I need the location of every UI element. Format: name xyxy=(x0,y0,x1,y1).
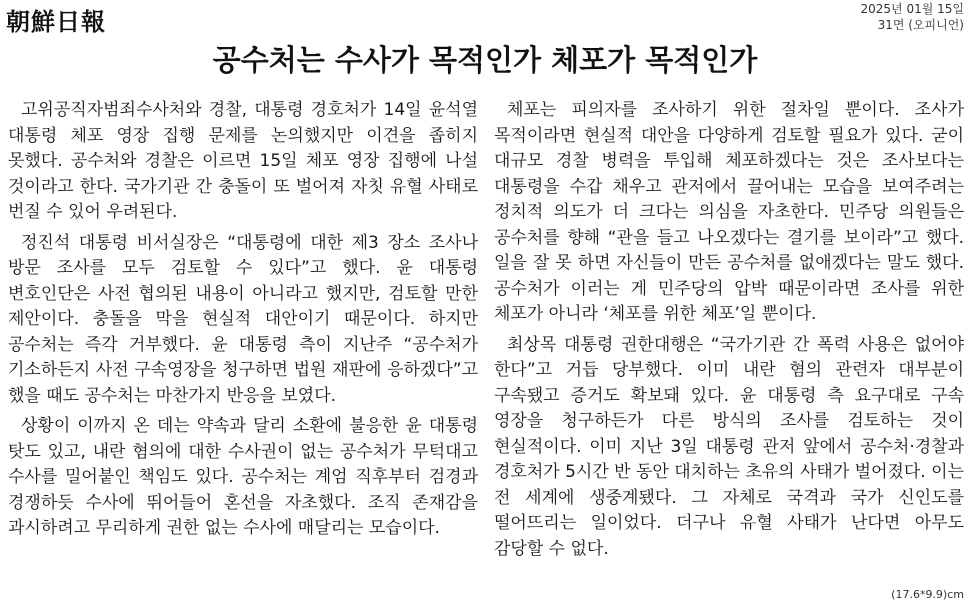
publication-date: 2025년 01월 15일 xyxy=(860,2,964,16)
paragraph: 상황이 이까지 온 데는 약속과 달리 소환에 불응한 윤 대통령 탓도 있고, 내란 혐의에 대한 수사권이 없는 공수처가 무턱대고 수사를 밀어붙인 책임도 있다. 공수처는 계엄 직후부터 검경과 경쟁하듯 수사에 뛰어들어 혼선을 자초했다. 조직 존재감을 과시하려고 무리하게 권한 없는 수사에 매달리는 모습이다. xyxy=(8,416,478,538)
article-headline: 공수처는 수사가 목적인가 체포가 목적인가 xyxy=(212,43,758,77)
paragraph: 고위공직자범죄수사처와 경찰, 대통령 경호처가 14일 윤석열 대통령 체포 영장 집행 문제를 논의했지만 이견을 좁히지 못했다. 공수처와 경찰은 이르면 15일 체포 영장 집행에 나설 것이라고 한다. 국가기관 간 충돌이 또 벌어져 자칫 유혈 사태로 번질 수 있어 우려된다. xyxy=(8,100,478,222)
page-section: 31면 (오피니언) xyxy=(877,18,964,32)
paragraph: 정진석 대통령 비서실장은 “대통령에 대한 제3 장소 조사나 방문 조사를 모두 검토할 수 있다”고 했다. 윤 대통령 변호인단은 사전 협의된 내용이 아니라고 했지만, 검토할 만한 제안이다. 충돌을 막을 현실적 대안이기 때문이다. 하지만 공수처는 즉각 거부했다. 윤 대통령 측이 지난주 “공수처가 기소하든지 사전 구속영장을 청구하면 법원 재판에 응하겠다”고 했을 때도 공수처는 마찬가지 반응을 보였다. xyxy=(8,232,478,406)
article-column-left xyxy=(8,98,478,547)
paragraph: 체포는 피의자를 조사하기 위한 절차일 뿐이다. 조사가 목적이라면 현실적 대안을 다양하게 검토할 필요가 있다. 굳이 대규모 경찰 병력을 투입해 체포하겠다는 것은 조사보다는 대통령을 수갑 채우고 관저에서 끌어내는 모습을 보여주려는 정치적 의도가 더 크다는 의심을 자초한다. 민주당 의원들은 공수처를 향해 “관을 들고 나오겠다는 결기를 보이라”고 했다. 일을 잘 못 하면 자신들이 만든 공수처를 없애겠다는 말도 했다. 공수처가 이러는 게 민주당의 압박 때문이라면 조사를 위한 체포가 아니라 ‘체포를 위한 체포’일 뿐이다. xyxy=(494,100,964,324)
paragraph: 최상목 대통령 권한대행은 “국가기관 간 폭력 사용은 없어야 한다”고 거듭 당부했다. 이미 내란 혐의 관련자 대부분이 구속됐고 증거도 확보돼 있다. 윤 대통령 측 요구대로 구속 영장을 청구하든가 다른 방식의 조사를 검토하는 것이 현실적이다. 이미 지난 3일 대통령 관저 앞에서 공수처·경찰과 경호처가 5시간 반 동안 대치하는 초유의 사태가 벌어졌다. 이는 전 세계에 생중계됐다. 그 자체로 국격과 국가 신인도를 떨어뜨리는 일이었다. 더구나 유혈 사태가 난다면 아무도 감당할 수 없다. xyxy=(494,334,964,559)
newspaper-logo: 朝鮮日報 xyxy=(6,7,106,36)
article-column-right xyxy=(494,98,964,567)
clipping-size: (17.6*9.9)cm xyxy=(891,588,964,601)
publication-meta xyxy=(861,1,964,33)
